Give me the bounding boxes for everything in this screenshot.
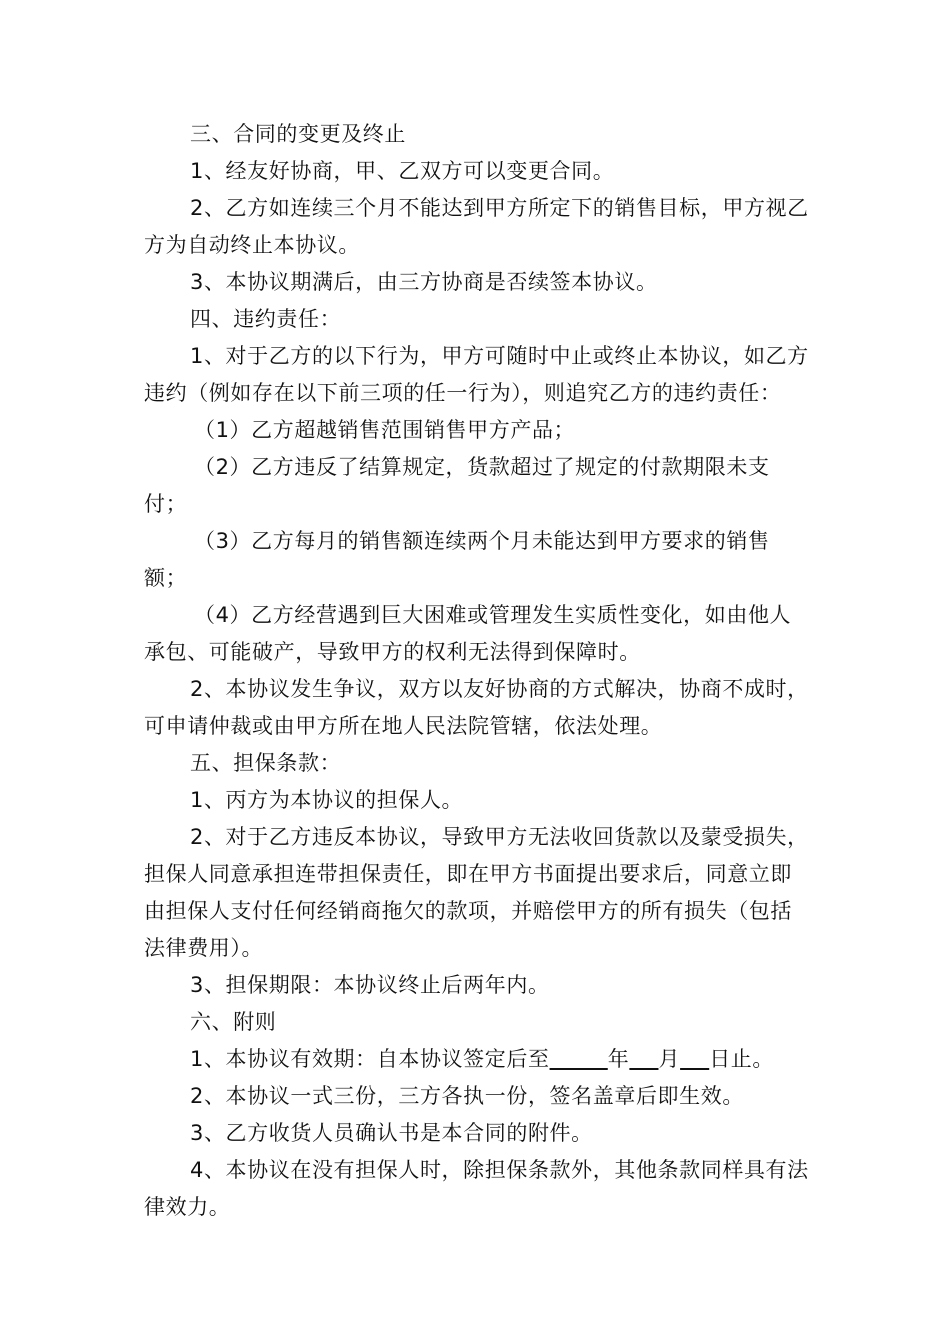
section-heading-guarantee: 五、担保条款：	[190, 751, 342, 775]
paragraph: 3、乙方收货人员确认书是本合同的附件。	[190, 1121, 593, 1145]
validity-paragraph	[144, 1041, 812, 1078]
paragraph: 3、本协议期满后，由三方协商是否续签本协议。	[190, 270, 658, 294]
day-label: 日止。	[709, 1047, 775, 1071]
paragraph: 2、对于乙方违反本协议，导致甲方无法收回货款以及蒙受损失，担保人同意承担连带担保责任，即在甲方书面提出要求后，同意立即由担保人支付任何经销商拖欠的款项，并赔偿甲方的所有损失（包括法律费用）。	[144, 825, 809, 960]
document-body	[144, 116, 812, 1226]
section-heading-supplementary: 六、附则	[190, 1010, 277, 1034]
section-heading-change-termination: 三、合同的变更及终止	[190, 122, 406, 146]
sub-item: （3）乙方每月的销售额连续两个月未能达到甲方要求的销售额；	[144, 529, 770, 590]
sub-item: （2）乙方违反了结算规定，货款超过了规定的付款期限未支付；	[144, 455, 770, 516]
month-blank	[629, 1047, 658, 1071]
year-blank	[550, 1047, 608, 1071]
section-heading-breach-liability: 四、违约责任：	[190, 307, 342, 331]
paragraph: 1、对于乙方的以下行为，甲方可随时中止或终止本协议，如乙方违约（例如存在以下前三项的任一行为），则追究乙方的违约责任：	[144, 344, 809, 405]
paragraph: 2、乙方如连续三个月不能达到甲方所定下的销售目标，甲方视乙方为自动终止本协议。	[144, 196, 809, 257]
paragraph: 2、本协议发生争议，双方以友好协商的方式解决，协商不成时，可申请仲裁或由甲方所在地人民法院管辖，依法处理。	[144, 677, 809, 738]
paragraph: 1、经友好协商，甲、乙双方可以变更合同。	[190, 159, 615, 183]
paragraph: 4、本协议在没有担保人时，除担保条款外，其他条款同样具有法律效力。	[144, 1158, 809, 1219]
sub-item: （1）乙方超越销售范围销售甲方产品；	[194, 418, 576, 442]
year-label: 年	[607, 1047, 630, 1071]
paragraph: 1、丙方为本协议的担保人。	[190, 788, 464, 812]
validity-prefix: 1、本协议有效期：自本协议签定后至	[190, 1047, 550, 1071]
paragraph: 2、本协议一式三份，三方各执一份，签名盖章后即生效。	[190, 1084, 744, 1108]
paragraph: 3、担保期限：本协议终止后两年内。	[190, 973, 550, 997]
month-label: 月	[658, 1047, 681, 1071]
day-blank	[680, 1047, 709, 1071]
sub-item: （4）乙方经营遇到巨大困难或管理发生实质性变化，如由他人承包、可能破产，导致甲方的权利无法得到保障时。	[144, 603, 792, 664]
